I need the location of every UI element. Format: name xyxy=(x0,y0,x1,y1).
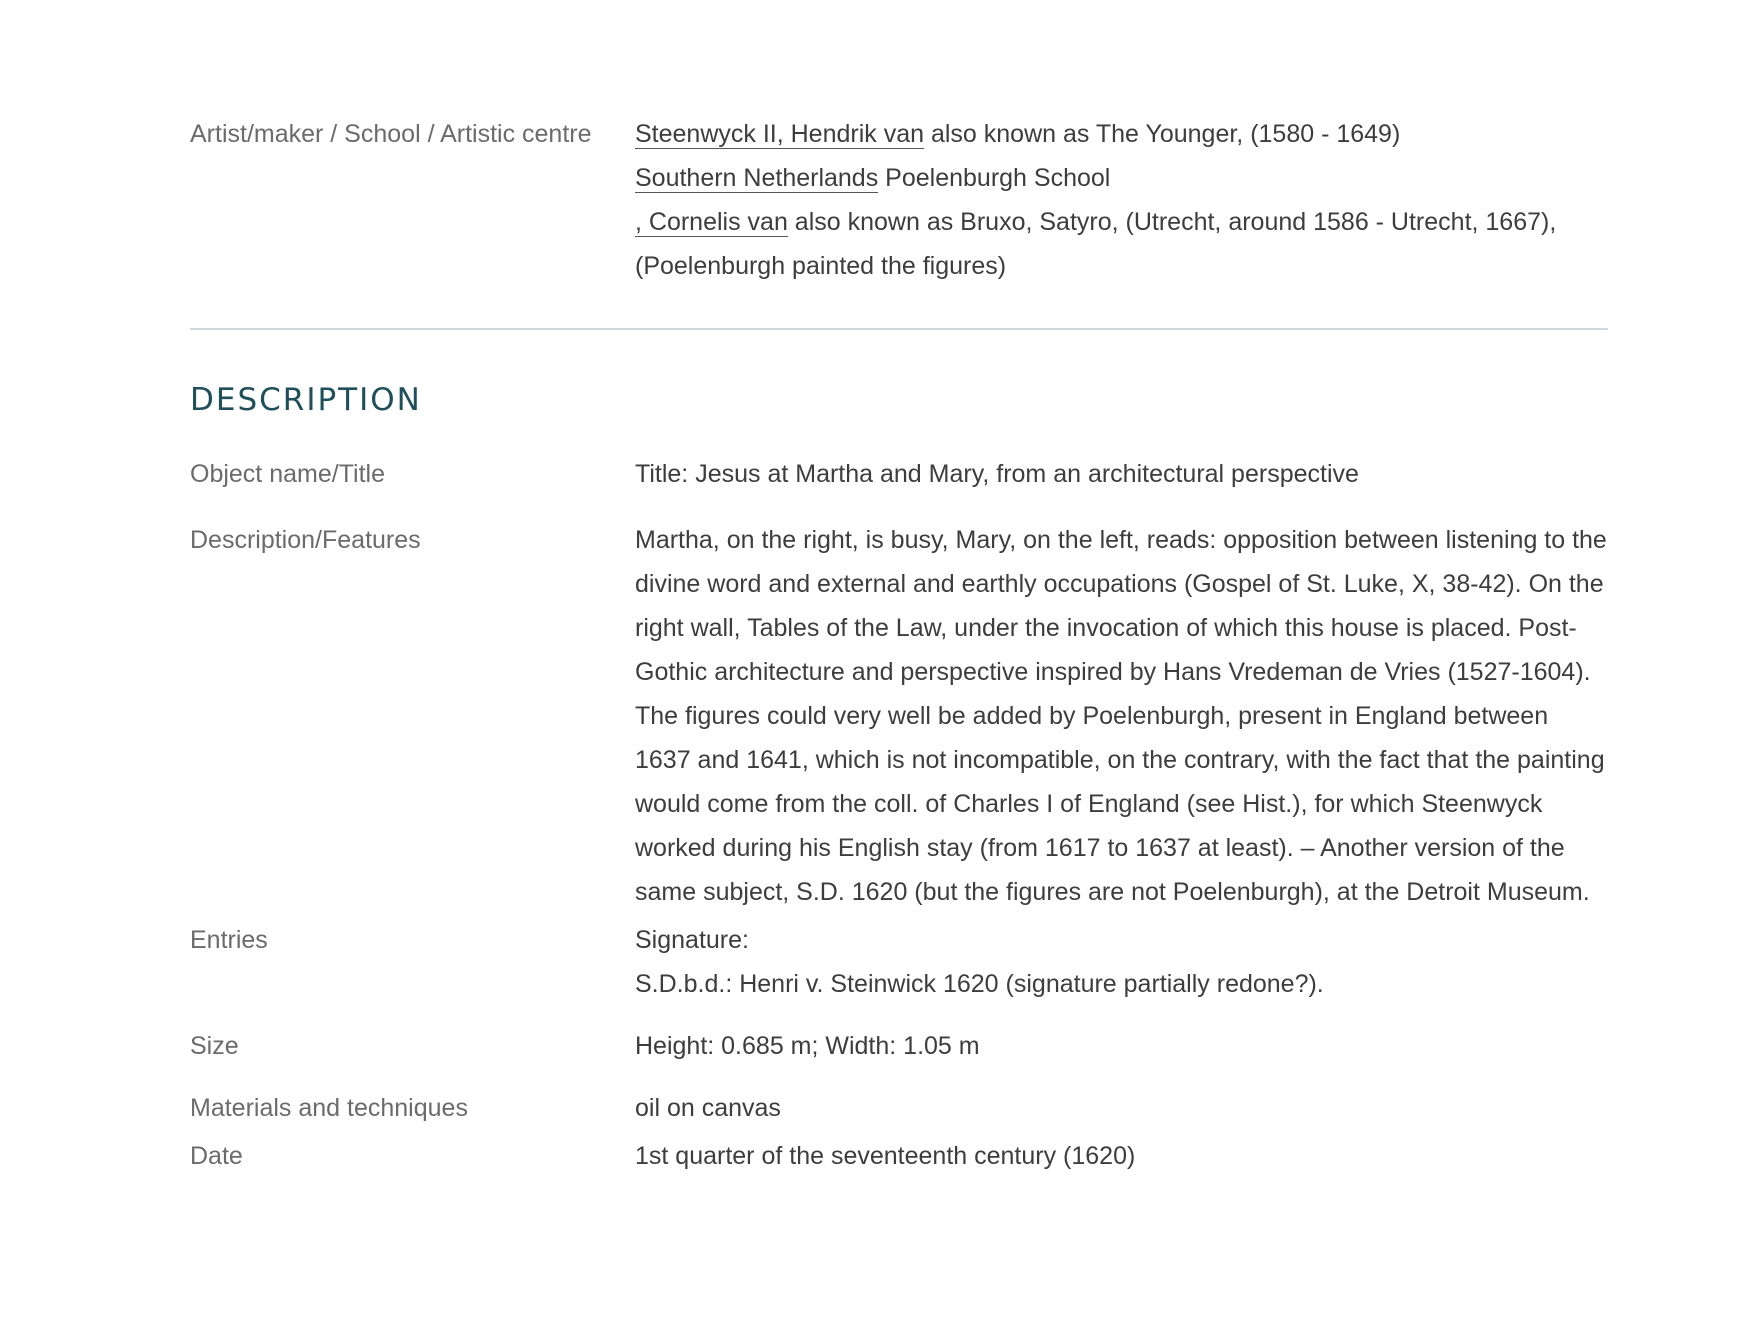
entries-line-1: Signature: xyxy=(635,926,749,954)
object-name-value: Title: Jesus at Martha and Mary, from an architectural perspective xyxy=(635,460,1359,488)
artist-link-southern-netherlands[interactable]: Southern Netherlands xyxy=(635,164,879,192)
artist-line-2-text: Poelenburgh School xyxy=(878,164,1111,192)
artist-line-2 xyxy=(635,156,1610,200)
size-label: Size xyxy=(190,1032,239,1060)
artist-line-3 xyxy=(635,200,1610,288)
materials-label: Materials and techniques xyxy=(190,1094,468,1122)
features-label: Description/Features xyxy=(190,526,421,554)
entries-label: Entries xyxy=(190,926,268,954)
entries-line-2: S.D.b.d.: Henri v. Steinwick 1620 (signature partially redone?). xyxy=(635,970,1324,998)
artist-value xyxy=(635,112,1610,288)
description-section-title: DESCRIPTION xyxy=(190,382,422,418)
date-value: 1st quarter of the seventeenth century (1620) xyxy=(635,1142,1136,1170)
size-row xyxy=(190,1024,1610,1068)
materials-value: oil on canvas xyxy=(635,1094,781,1122)
entries-value xyxy=(635,918,1610,1006)
date-label: Date xyxy=(190,1142,243,1170)
features-value xyxy=(635,518,1610,914)
artist-row xyxy=(190,112,1610,288)
artist-line-3-text: also known as Bruxo, Satyro, (Utrecht, around 1586 - Utrecht, 1667), (Poelenburgh painted the figures) xyxy=(635,208,1557,280)
date-row xyxy=(190,1134,1610,1178)
size-value: Height: 0.685 m; Width: 1.05 m xyxy=(635,1032,980,1060)
object-name-label: Object name/Title xyxy=(190,460,385,488)
entries-row xyxy=(190,918,1610,1006)
artist-line-1 xyxy=(635,112,1610,156)
artist-link-steenwyck[interactable]: Steenwyck II, Hendrik van xyxy=(635,120,925,148)
features-paragraph-2: The figures could very well be added by Poelenburgh, present in England between 1637 and 1641, which is not incompatible, on the contrary, with the fact that the painting would come from the coll. of Charles I of England (see Hist.), for which Steenwyck worked during his English stay (from 1617 to 1637 at least). – Another version of the same subject, S.D. 1620 (but the figures are not Poelenburgh), at the Detroit Museum. xyxy=(635,702,1605,906)
section-divider xyxy=(190,328,1608,330)
features-row xyxy=(190,518,1610,914)
object-name-row xyxy=(190,452,1610,496)
artist-link-cornelis[interactable]: , Cornelis van xyxy=(635,208,788,236)
artist-line-1-text: also known as The Younger, (1580 - 1649) xyxy=(924,120,1401,148)
artist-label: Artist/maker / School / Artistic centre xyxy=(190,120,592,148)
features-paragraph-1: Martha, on the right, is busy, Mary, on the left, reads: opposition between listening to the divine word and external and earthly occupations (Gospel of St. Luke, X, 38-42). On the right wall, Tables of the Law, under the invocation of which this house is placed. Post-Gothic architecture and perspective inspired by Hans Vredeman de Vries (1527-1604). xyxy=(635,526,1607,686)
object-record xyxy=(190,112,1610,1178)
materials-row xyxy=(190,1086,1610,1130)
